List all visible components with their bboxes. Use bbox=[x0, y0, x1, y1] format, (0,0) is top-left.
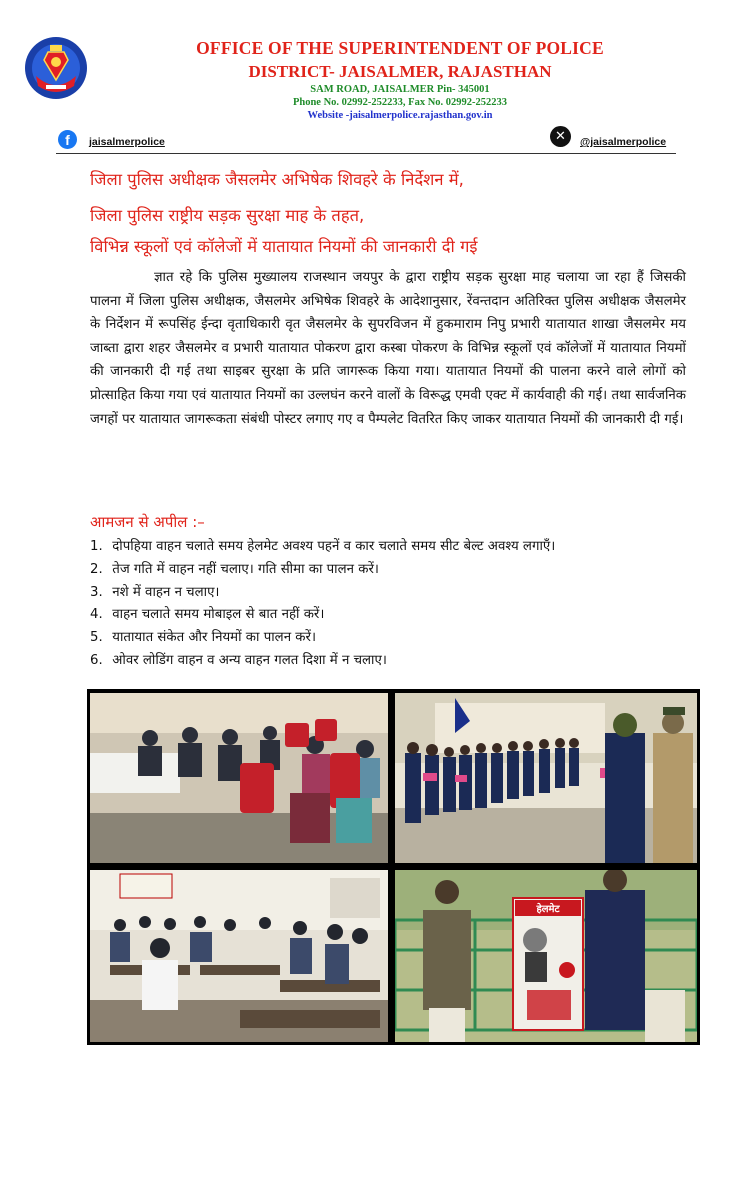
social-handles bbox=[58, 126, 673, 152]
x-handle[interactable]: @jaisalmerpolice bbox=[580, 136, 667, 148]
appeal-heading: आमजन से अपील :– bbox=[90, 513, 205, 531]
poster-title: हेलमेट bbox=[536, 904, 560, 915]
appeal-item: 1. दोपहिया वाहन चलाते समय हेलमेट अवश्य पहनें व कार चलाते समय सीट बेल्ट अवश्य लगाएँ। bbox=[90, 539, 556, 554]
headline-2: जिला पुलिस राष्ट्रीय सड़क सुरक्षा माह के तहत, bbox=[90, 206, 365, 225]
appeal-item: 2. तेज गति में वाहन नहीं चलाए। गति सीमा का पालन करें। bbox=[90, 561, 379, 577]
police-emblem-logo bbox=[24, 36, 88, 100]
photo-students-assembly[interactable] bbox=[395, 693, 697, 863]
appeal-item: 6. ओवर लोडिंग वाहन व अन्य वाहन गलत दिशा में न चलाए। bbox=[90, 652, 387, 668]
headline-3: विभिन्न स्कूलों एवं कॉलेजों में यातायात नियमों की जानकारी दी गई bbox=[90, 237, 478, 256]
district-title: DISTRICT- JAISALMER, RAJASTHAN bbox=[248, 62, 552, 81]
x-twitter-icon[interactable]: ✕ bbox=[550, 126, 571, 147]
photo-helmet-poster[interactable] bbox=[395, 870, 697, 1042]
photo-seminar-hall[interactable] bbox=[90, 693, 388, 863]
facebook-handle[interactable]: jaisalmerpolice bbox=[89, 136, 165, 148]
appeal-item: 4. वाहन चलाते समय मोबाइल से बात नहीं करें। bbox=[90, 607, 325, 623]
photo-collage bbox=[87, 689, 700, 1045]
phone-fax: Phone No. 02992-252233, Fax No. 02992-252233 bbox=[292, 97, 508, 108]
header-divider bbox=[56, 153, 676, 154]
photo-classroom[interactable] bbox=[90, 870, 388, 1042]
website-link[interactable]: Website -jaisalmerpolice.rajasthan.gov.in bbox=[307, 110, 493, 121]
appeal-item: 3. नशे में वाहन न चलाए। bbox=[90, 584, 220, 600]
appeal-list bbox=[90, 536, 700, 673]
body-paragraph: ज्ञात रहे कि पुलिस मुख्यालय राजस्थान जयपुर के द्वारा राष्ट्रीय सड़क सुरक्षा माह चलाया जा रहा हैं जिसकी पालना में जिला पुलिस अधीक्षक, जैसलमेर अभिषेक शिवहरे के आदेशानुसार, रेंवन्तदान अतिरिक्त पुलिस अधीक्षक जैसलमेर के निर्देशन में रूपसिंह ईन्दा वृताधिकारी वृत जैसलमेर के सुपरविजन में हुकमाराम निपु प्रभारी यातायात शाखा जैसलमेर मय जाब्ता द्वारा शहर जैसलमेर व प्रभारी यातायात पोकरण द्वारा कस्बा पोकरण के विभिन्न स्कूलों एवं कॉलेजों में यातायात नियमों की जानकारी दी गई तथा साइबर सुरक्षा के प्रति जागरूक किया गया। यातायात नियमों की पालना करने वाले लोगों को प्रोत्साहित किया गया एवं यातायात नियमों का उल्लघंन करने वालों के विरूद्ध एमवी एक्ट में कार्यवाही की गई। तथा सार्वजनिक जगहों पर यातायात जागरूकता संबंधी पोस्टर लगाए गए व पैम्पलेट वितरित किए जाकर यातायात नियमों की जानकारी दी गई। bbox=[90, 270, 686, 427]
facebook-icon[interactable]: f bbox=[58, 130, 77, 149]
office-title: OFFICE OF THE SUPERINTENDENT OF POLICE bbox=[196, 38, 604, 58]
office-address: SAM ROAD, JAISALMER Pin- 345001 bbox=[310, 84, 490, 95]
headline-1: जिला पुलिस अधीक्षक जैसलमेर अभिषेक शिवहरे के निर्देशन में, bbox=[90, 170, 464, 189]
appeal-item: 5. यातायात संकेत और नियमों का पालन करें। bbox=[90, 630, 316, 646]
